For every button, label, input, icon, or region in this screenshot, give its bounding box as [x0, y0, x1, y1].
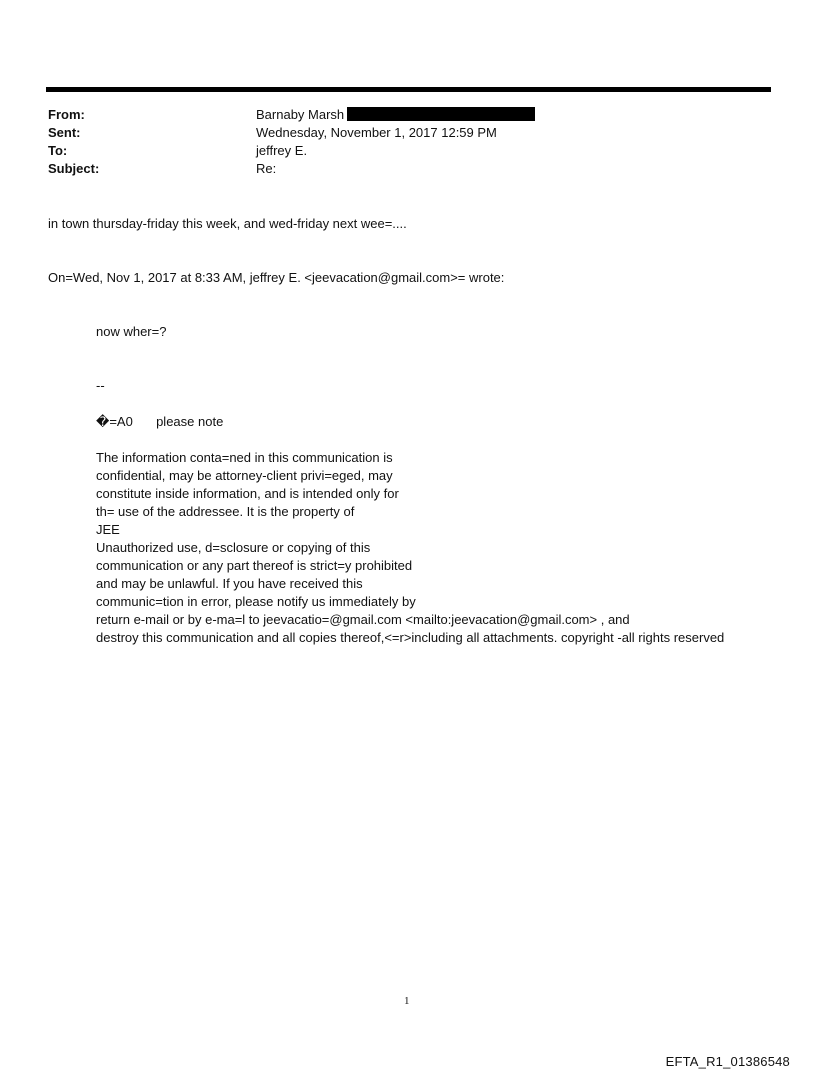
from-row: [48, 106, 768, 124]
please-note-line: [96, 413, 223, 431]
page-number: 1: [404, 995, 410, 1007]
email-header: [48, 106, 768, 178]
disclaimer-line: th= use of the addressee. It is the property of: [96, 504, 355, 519]
document-id: EFTA_R1_01386548: [665, 1054, 790, 1069]
disclaimer-line: constitute inside information, and is intended only for: [96, 486, 399, 501]
sent-label: Sent:: [48, 125, 81, 140]
quote-intro: On=Wed, Nov 1, 2017 at 8:33 AM, jeffrey E. <jeevacation@gmail.com>= wrote:: [48, 270, 505, 285]
subject-value: Re:: [256, 161, 277, 176]
disclaimer-line: JEE: [96, 522, 120, 537]
sender-name: Barnaby Marsh: [256, 107, 345, 122]
disclaimer-line: Unauthorized use, d=sclosure or copying of this: [96, 540, 371, 555]
to-row: [48, 142, 768, 160]
subject-label: Subject:: [48, 161, 100, 176]
please-note-text: please note: [156, 414, 224, 429]
sent-row: [48, 124, 768, 142]
quoted-message: now wher=?: [96, 324, 167, 339]
from-label: From:: [48, 107, 85, 122]
sent-value: Wednesday, November 1, 2017 12:59 PM: [256, 125, 497, 140]
reply-text: in town thursday-friday this week, and wed-friday next wee=....: [48, 216, 407, 231]
disclaimer-line: communic=tion in error, please notify us immediately by: [96, 594, 416, 609]
disclaimer-line: and may be unlawful. If you have received this: [96, 576, 363, 591]
from-value: [256, 106, 535, 124]
disclaimer-line: The information conta=ned in this communication is: [96, 450, 393, 465]
to-label: To:: [48, 143, 68, 158]
disclaimer-line: communication or any part thereof is strict=y prohibited: [96, 558, 413, 573]
subject-row: [48, 160, 768, 178]
header-divider-rule: [46, 87, 771, 92]
disclaimer-line: confidential, may be attorney-client privi=eged, may: [96, 468, 393, 483]
disclaimer-line: destroy this communication and all copies thereof,<=r>including all attachments. copyright -all rights reserved: [96, 630, 725, 645]
to-value: jeffrey E.: [256, 143, 308, 158]
encoding-artifact: �=A0: [96, 414, 133, 429]
confidentiality-disclaimer: [96, 449, 724, 647]
redaction-bar: [347, 107, 535, 121]
disclaimer-line: return e-mail or by e-ma=l to jeevacatio=@gmail.com <mailto:jeevacation@gmail.com> , and: [96, 612, 630, 627]
signature-separator: --: [96, 378, 105, 393]
